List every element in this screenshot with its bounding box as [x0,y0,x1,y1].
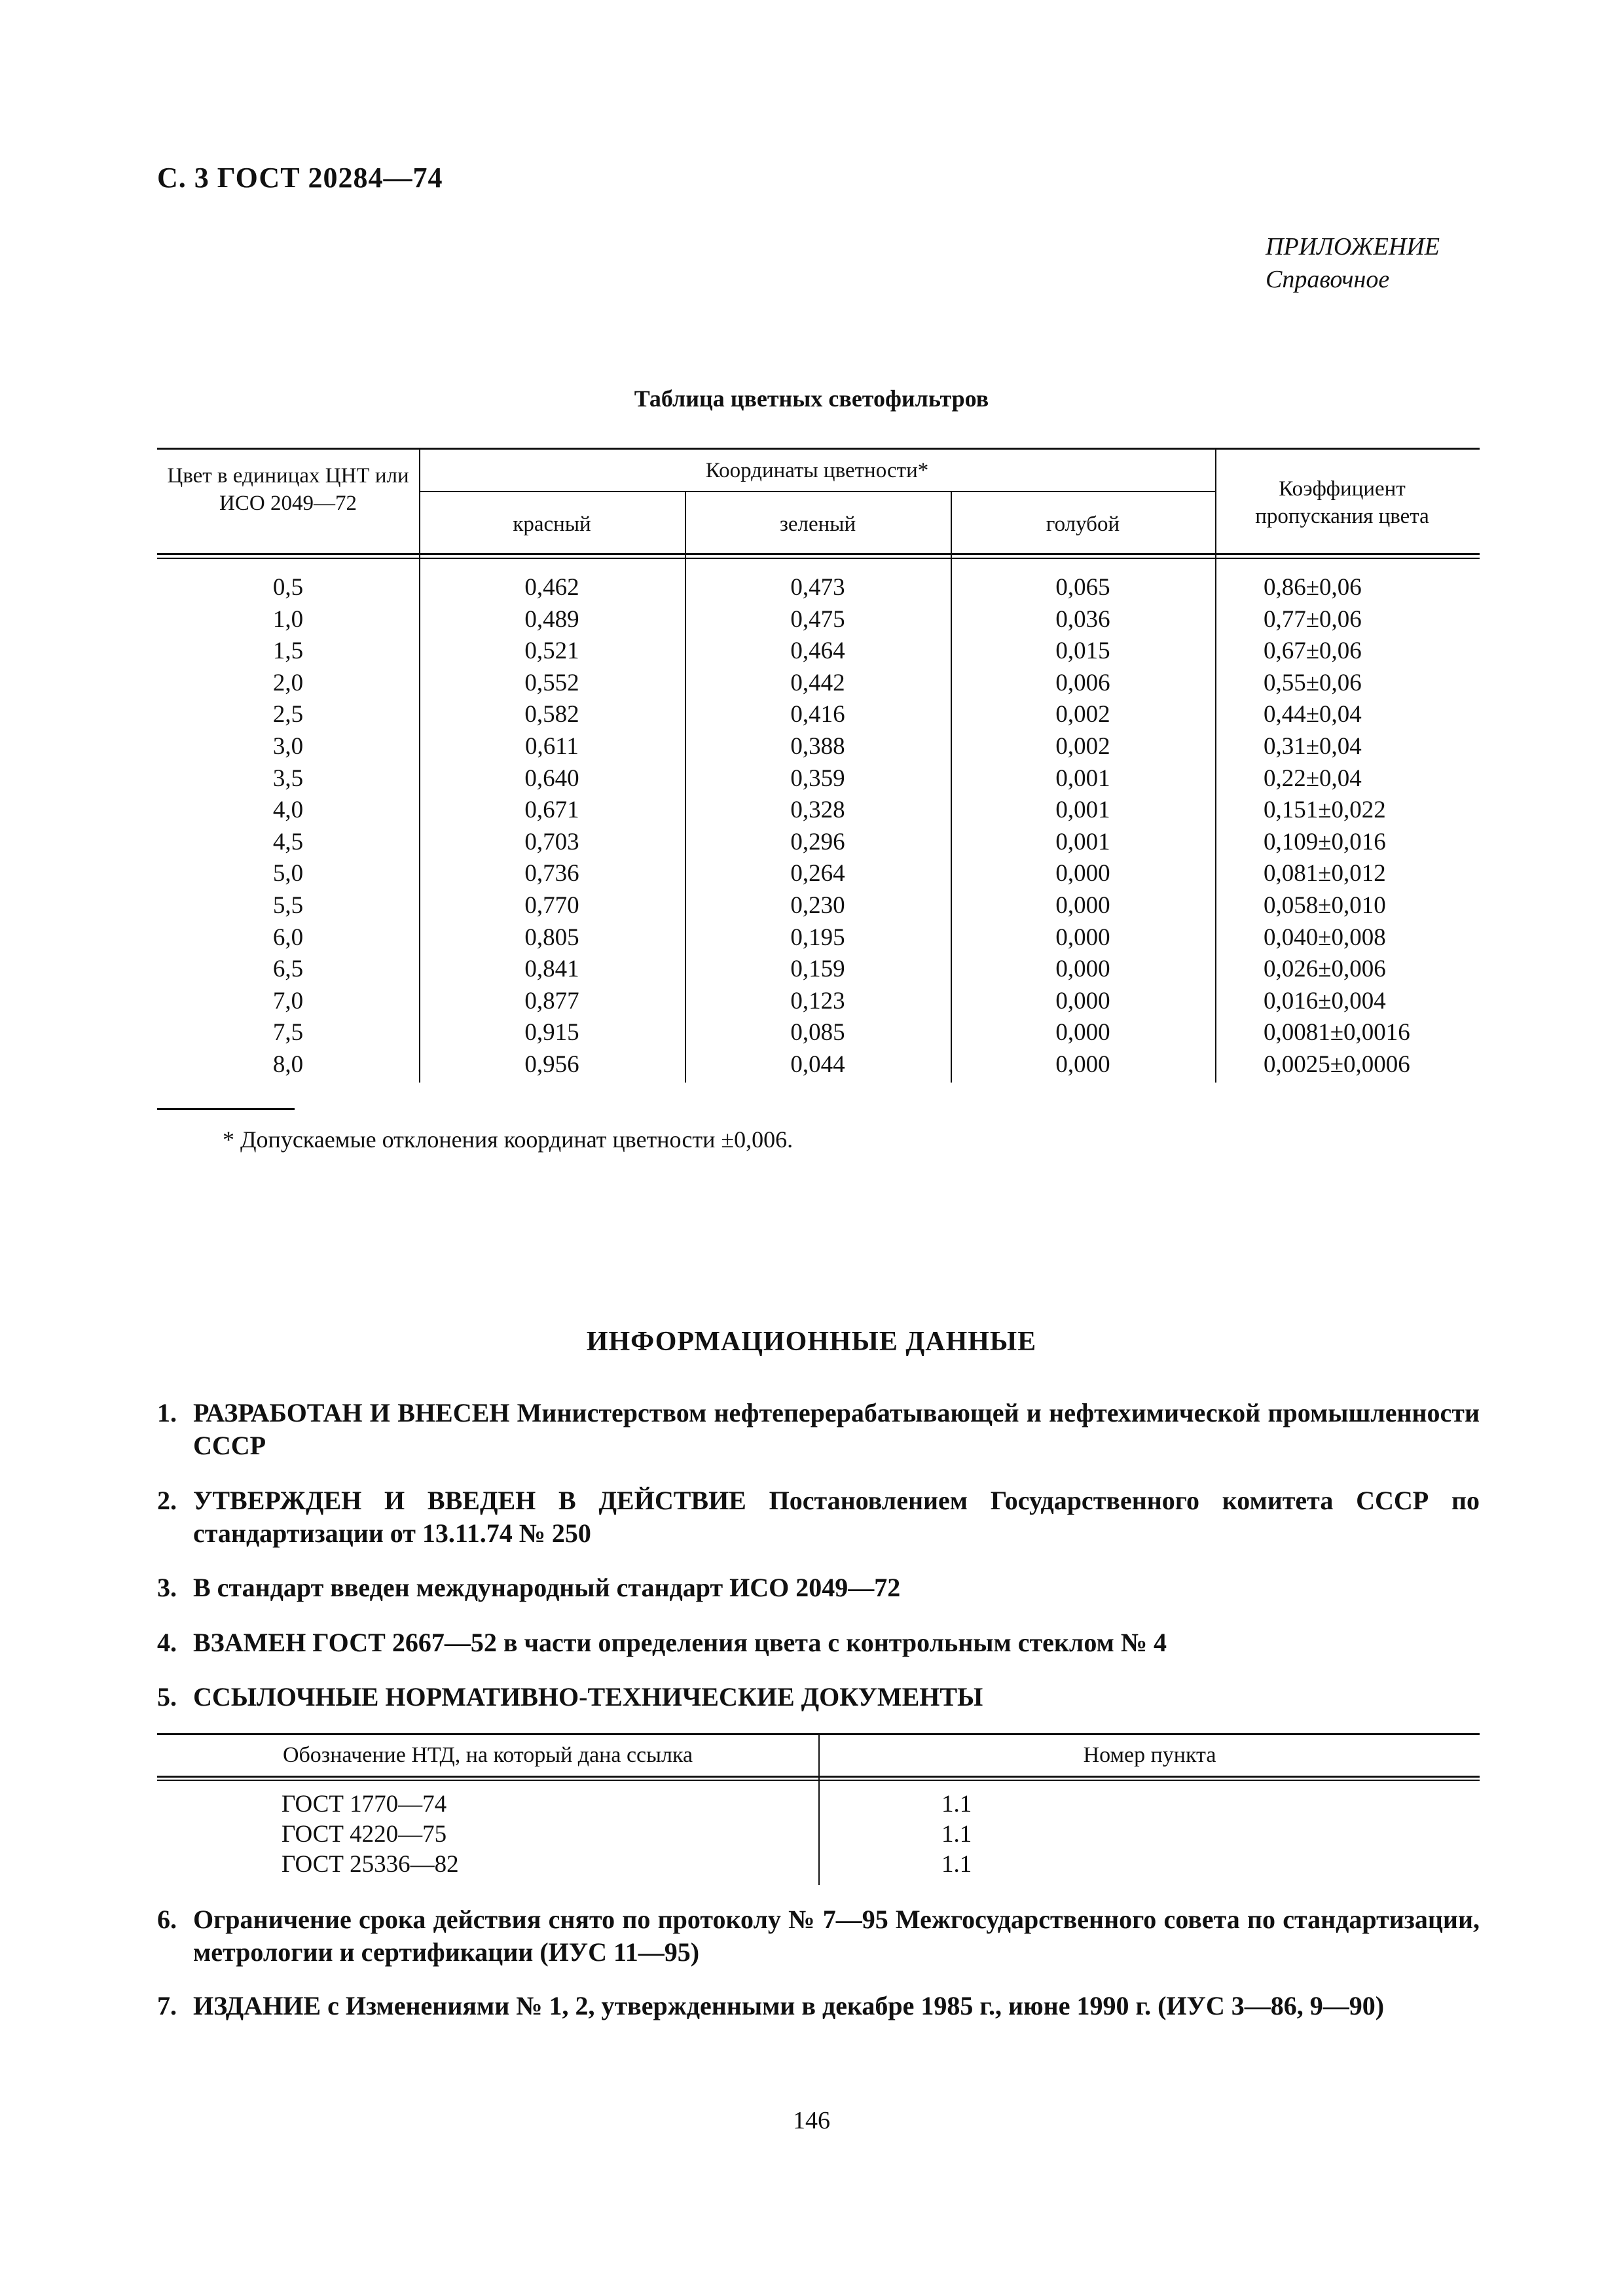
item-number: 7. [157,1991,177,2020]
footnote-rule [157,1108,295,1110]
table-row [157,858,1480,890]
table-row [157,636,1480,668]
cell-green: 0,388 [790,733,845,760]
cell-green: 0,442 [790,669,845,696]
cell-color-units: 7,5 [272,1019,304,1047]
cell-transmission: 0,0025±0,0006 [1264,1051,1410,1078]
table-row [157,827,1480,859]
cell-green: 0,328 [790,797,845,824]
table-row [157,699,1480,731]
table-row [157,604,1480,636]
cell-color-units: 3,0 [272,733,304,760]
cell-blue: 0,000 [1055,860,1110,888]
cell-red: 0,956 [524,1051,579,1078]
header-green: зеленый [779,512,856,536]
cell-color-units: 6,5 [272,956,304,983]
table-row [157,986,1480,1018]
coords-subheader-rule [419,491,1216,492]
cell-red: 0,552 [524,669,579,696]
cell-green: 0,123 [790,987,845,1014]
cell-color-units: 2,5 [272,701,304,728]
cell-transmission: 0,016±0,004 [1264,987,1386,1014]
cell-green: 0,044 [790,1051,845,1078]
table-footnote: * Допускаемые отклонения координат цветности ±0,006. [223,1126,793,1153]
cell-red: 0,521 [524,637,579,665]
cell-color-units: 8,0 [272,1051,304,1078]
cell-clause-number: 1.1 [941,1791,972,1818]
cell-blue: 0,065 [1055,574,1110,601]
cell-blue: 0,001 [1055,764,1110,792]
cell-blue: 0,000 [1055,987,1110,1014]
cell-blue: 0,000 [1055,1051,1110,1078]
cell-blue: 0,036 [1055,605,1110,633]
page-number: 146 [793,2107,830,2134]
cell-color-units: 1,5 [272,637,304,665]
cell-red: 0,805 [524,924,579,951]
item-text: ВЗАМЕН ГОСТ 2667—52 в части определения цвета с контрольным стеклом № 4 [193,1628,1167,1657]
cell-color-units: 5,5 [272,892,304,919]
cell-green: 0,230 [790,892,845,919]
appendix-title: ПРИЛОЖЕНИЕ [1266,233,1440,260]
color-filter-table [157,448,1480,1083]
item-text: В стандарт введен международный стандарт ИСО 2049—72 [193,1573,901,1602]
cell-blue: 0,001 [1055,797,1110,824]
appendix-label [1266,230,1440,296]
cell-green: 0,296 [790,828,845,855]
item-text: УТВЕРЖДЕН И ВВЕДЕН В ДЕЙСТВИЕ Постановлением Государственного комитета СССР по стандартизации от 13.11.74 № 250 [193,1486,1480,1548]
cell-blue: 0,002 [1055,733,1110,760]
table-row [157,1017,1480,1049]
table-row [157,731,1480,763]
item-text: РАЗРАБОТАН И ВНЕСЕН Министерством нефтеперерабатывающей и нефтехимической промышленности СССР [193,1398,1480,1460]
table-row [157,795,1480,827]
header-blue: голубой [1046,512,1120,536]
cell-red: 0,611 [525,733,579,760]
cell-transmission: 0,86±0,06 [1264,574,1362,601]
table1-title: Таблица цветных светофильтров [634,386,989,412]
item-number: 6. [157,1905,177,1934]
item-text: ССЫЛОЧНЫЕ НОРМАТИВНО-ТЕХНИЧЕСКИЕ ДОКУМЕНТЫ [193,1682,983,1712]
table-row [157,1049,1480,1081]
cell-green: 0,359 [790,764,845,792]
item-number: 2. [157,1486,177,1515]
cell-red: 0,703 [524,828,579,855]
item-number: 1. [157,1398,177,1427]
header-clause-number: Номер пункта [1083,1743,1216,1767]
cell-green: 0,159 [790,956,845,983]
table-row [157,1820,1480,1850]
cell-blue: 0,000 [1055,924,1110,951]
cell-blue: 0,015 [1055,637,1110,665]
table-row [157,668,1480,700]
cell-color-units: 6,0 [272,924,304,951]
item-text: ИЗДАНИЕ с Изменениями № 1, 2, утвержденными в декабре 1985 г., июне 1990 г. (ИУС 3—86, 9—90) [193,1991,1385,2020]
cell-ntd-designation: ГОСТ 1770—74 [282,1791,447,1818]
cell-ntd-designation: ГОСТ 4220—75 [282,1821,447,1848]
table-top-rule [157,448,1480,450]
cell-color-units: 3,5 [272,764,304,792]
cell-transmission: 0,77±0,06 [1264,605,1362,633]
cell-green: 0,264 [790,860,845,888]
cell-red: 0,841 [524,956,579,983]
cell-blue: 0,002 [1055,701,1110,728]
cell-clause-number: 1.1 [941,1821,972,1848]
cell-transmission: 0,31±0,04 [1264,733,1362,760]
cell-transmission: 0,081±0,012 [1264,860,1386,888]
cell-transmission: 0,058±0,010 [1264,892,1386,919]
cell-red: 0,489 [524,605,579,633]
cell-transmission: 0,040±0,008 [1264,924,1386,951]
cell-transmission: 0,0081±0,0016 [1264,1019,1410,1047]
header-color-units: Цвет в единицах ЦНТ или ИСО 2049—72 [167,464,409,515]
cell-color-units: 2,0 [272,669,304,696]
header-red: красный [513,512,591,536]
cell-blue: 0,006 [1055,669,1110,696]
table-row [157,572,1480,604]
cell-ntd-designation: ГОСТ 25336—82 [282,1851,459,1878]
item-text: Ограничение срока действия снято по протоколу № 7—95 Межгосударственного совета по стандартизации, метрологии и сертификации (ИУС 11—95) [193,1905,1480,1967]
cell-red: 0,671 [524,797,579,824]
header-transmission: Коэффициент пропускания цвета [1255,477,1429,528]
header-coordinates: Координаты цветности* [705,459,929,482]
cell-red: 0,582 [524,701,579,728]
header-ntd-designation: Обозначение НТД, на который дана ссылка [282,1743,693,1767]
table-row [157,890,1480,922]
cell-blue: 0,000 [1055,892,1110,919]
table-row [157,763,1480,795]
cell-green: 0,464 [790,637,845,665]
item-number: 3. [157,1573,177,1602]
table-header-rule-2 [157,558,1480,559]
cell-blue: 0,000 [1055,1019,1110,1047]
cell-color-units: 4,0 [272,797,304,824]
table-row [157,1789,1480,1820]
cell-transmission: 0,55±0,06 [1264,669,1362,696]
cell-color-units: 7,0 [272,987,304,1014]
cell-green: 0,085 [790,1019,845,1047]
cell-transmission: 0,44±0,04 [1264,701,1362,728]
cell-transmission: 0,67±0,06 [1264,637,1362,665]
cell-green: 0,195 [790,924,845,951]
cell-clause-number: 1.1 [941,1851,972,1878]
appendix-type: Справочное [1266,266,1390,293]
table-row [157,1850,1480,1880]
cell-color-units: 5,0 [272,860,304,888]
table-row [157,922,1480,954]
item-number: 5. [157,1682,177,1712]
cell-color-units: 4,5 [272,828,304,855]
cell-red: 0,877 [524,987,579,1014]
cell-transmission: 0,026±0,006 [1264,956,1386,983]
cell-color-units: 1,0 [272,605,304,633]
cell-color-units: 0,5 [272,574,304,601]
cell-transmission: 0,22±0,04 [1264,764,1362,792]
page-header: С. 3 ГОСТ 20284—74 [157,162,443,194]
cell-blue: 0,000 [1055,956,1110,983]
cell-green: 0,473 [790,574,845,601]
table-row [157,954,1480,986]
cell-transmission: 0,109±0,016 [1264,828,1386,855]
cell-red: 0,640 [524,764,579,792]
cell-green: 0,475 [790,605,845,633]
cell-blue: 0,001 [1055,828,1110,855]
cell-red: 0,770 [524,892,579,919]
cell-red: 0,915 [524,1019,579,1047]
table-header-rule [157,553,1480,555]
reference-documents-table [157,1733,1480,1885]
cell-transmission: 0,151±0,022 [1264,797,1386,824]
cell-red: 0,462 [524,574,579,601]
cell-green: 0,416 [790,701,845,728]
item-number: 4. [157,1628,177,1657]
info-title: ИНФОРМАЦИОННЫЕ ДАННЫЕ [586,1327,1037,1357]
cell-red: 0,736 [524,860,579,888]
